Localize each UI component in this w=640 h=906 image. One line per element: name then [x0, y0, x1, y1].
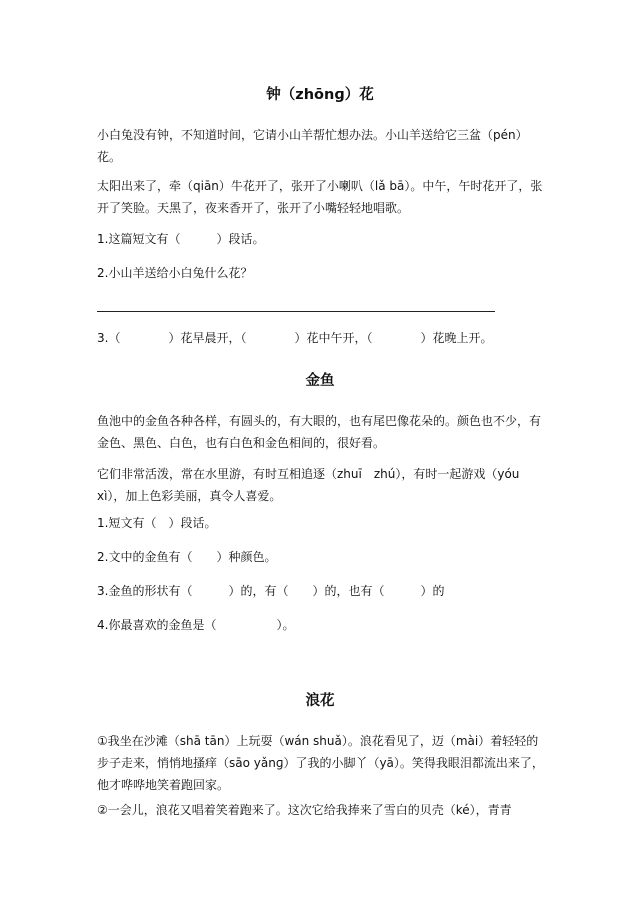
- section-title: 钟（zhōnɡ）花: [266, 87, 374, 103]
- paragraph: ②一会儿，浪花又唱着笑着跑来了。这次它给我捧来了雪白的贝壳（ké），青青: [97, 803, 512, 817]
- paragraph: 鱼池中的金鱼各种各样，有圆头的，有大眼的，也有尾巴像花朵的。颜色也不少，有金色、黑色、白色，也有白色和金色相间的，很好看。: [97, 414, 542, 450]
- question: 2.小山羊送给小白兔什么花？: [97, 266, 253, 280]
- question: 2.文中的金鱼有（ ）种颜色。: [97, 550, 277, 564]
- paragraph: ①我坐在沙滩（shā tān）上玩耍（wán shuǎ）。浪花看见了，迈（mài）着轻轻的步子走来，悄悄地搔痒（sāo yǎnɡ）了我的小脚丫（yā）。笑得我眼泪都流出来了，他才哗哗地笑着跑回家。: [97, 734, 544, 792]
- answer-line: [97, 311, 495, 312]
- question: 1.这篇短文有（ ）段话。: [97, 232, 265, 246]
- paragraph: 小白兔没有钟，不知道时间，它请小山羊帮忙想办法。小山羊送给它三盆（pén）花。: [97, 128, 528, 164]
- question: 3.金鱼的形状有（ ）的，有（ ）的，也有（ ）的: [97, 584, 445, 598]
- paragraph: 太阳出来了，牵（qiān）牛花开了，张开了小喇叭（lǎ bā）。中午，午时花开了，张开了笑脸。天黑了，夜来香开了，张开了小嘴轻轻地唱歌。: [97, 179, 543, 215]
- paragraph: 它们非常活泼，常在水里游，有时互相追逐（zhuī zhú），有时一起游戏（yóu xì），加上色彩美丽，真令人喜爱。: [97, 467, 520, 503]
- question: 3.（ ）花早晨开，（ ）花中午开，（ ）花晚上开。: [97, 331, 493, 345]
- question: 1.短文有（ ）段话。: [97, 516, 217, 530]
- section-title: 金鱼: [305, 373, 335, 389]
- section-title: 浪花: [305, 693, 335, 709]
- question: 4.你最喜欢的金鱼是（ ）。: [97, 618, 295, 632]
